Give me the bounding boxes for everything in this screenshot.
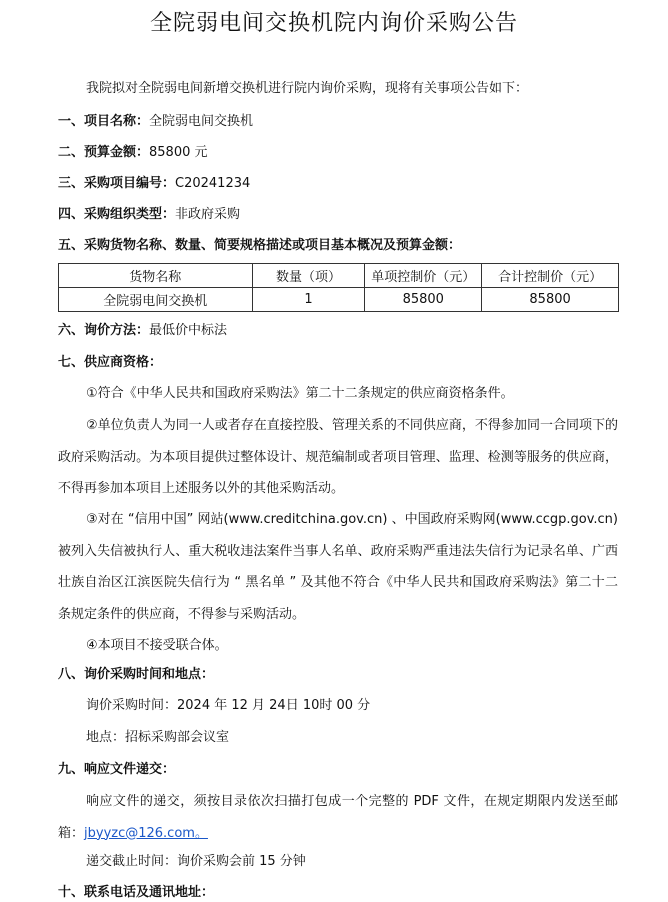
section-value: 非政府采购 — [175, 207, 241, 222]
section-label: 六、询价方法： — [58, 323, 150, 338]
table-row — [59, 288, 619, 312]
section-value: C20241234 — [175, 176, 251, 191]
inquiry-time: 询价采购时间：2024 年 12 月 24日 10时 00 分 — [86, 698, 371, 713]
section-inquiry-method — [58, 322, 227, 340]
section-value: 全院弱电间交换机 — [149, 114, 254, 129]
submission-text — [58, 786, 618, 849]
section-label: 一、项目名称： — [58, 114, 150, 129]
section-value: 最低价中标法 — [149, 323, 228, 338]
page-title: 全院弱电间交换机院内询价采购公告 — [149, 11, 518, 36]
section-supplier-qualification: 七、供应商资格： — [58, 355, 163, 370]
section-label: 三、采购项目编号： — [58, 176, 176, 191]
goods-table — [58, 263, 619, 312]
table-cell: 85800 — [482, 288, 619, 312]
section-goods-heading: 五、采购货物名称、数量、简要规格描述或项目基本概况及预算金额： — [58, 238, 462, 253]
submission-instructions: 响应文件的递交，须按目录依次扫描打包成一个完整的 PDF 文件，在规定期限内发送至邮箱： — [58, 794, 618, 841]
table-header-cell: 合计控制价（元） — [482, 264, 619, 288]
section-label: 二、预算金额： — [58, 145, 150, 160]
section-project-name — [58, 113, 253, 131]
section-value: 85800 元 — [149, 145, 208, 160]
section-submission: 九、响应文件递交： — [58, 762, 176, 777]
table-cell: 全院弱电间交换机 — [59, 288, 253, 312]
table-cell: 85800 — [365, 288, 482, 312]
intro-text: 我院拟对全院弱电间新增交换机进行院内询价采购，现将有关事项公告如下： — [86, 81, 529, 96]
section-label: 四、采购组织类型： — [58, 207, 176, 222]
table-header-cell: 货物名称 — [59, 264, 253, 288]
email-link[interactable]: jbyyzc@126.com。 — [84, 825, 208, 841]
table-header-cell: 单项控制价（元） — [365, 264, 482, 288]
qualification-item-4: ④本项目不接受联合体。 — [86, 638, 228, 653]
section-org-type — [58, 206, 240, 224]
section-project-number — [58, 175, 250, 193]
qualification-item-2: ②单位负责人为同一人或者存在直接控股、管理关系的不同供应商，不得参加同一合同项下的政府采购活动。为本项目提供过整体设计、规范编制或者项目管理、监理、检测等服务的供应商，不得再参加本项目上述服务以外的其他采购活动。 — [58, 418, 618, 496]
section-time-place: 八、询价采购时间和地点： — [58, 667, 215, 682]
inquiry-place: 地点：招标采购部会议室 — [86, 730, 230, 745]
section-budget — [58, 144, 208, 162]
qualification-item-3: ③对在 “信用中国” 网站(www.creditchina.gov.cn) 、中国政府采购网(www.ccgp.gov.cn)被列入失信被执行人、重大税收违法案件当事人名单、政府采购严重违法失信行为记录名单、广西壮族自治区江滨医院失信行为 “ 黑名单 ” 及其他不符合《中华人民共和国政府采购法》第二十二条规定条件的供应商，不得参与采购活动。 — [58, 512, 618, 622]
submission-deadline: 递交截止时间：询价采购会前 15 分钟 — [86, 854, 306, 869]
table-cell: 1 — [252, 288, 365, 312]
table-header-cell: 数量（项） — [252, 264, 365, 288]
section-contact: 十、联系电话及通讯地址： — [58, 885, 215, 900]
table-header-row — [59, 264, 619, 288]
qualification-item-1: ①符合《中华人民共和国政府采购法》第二十二条规定的供应商资格条件。 — [86, 386, 514, 401]
